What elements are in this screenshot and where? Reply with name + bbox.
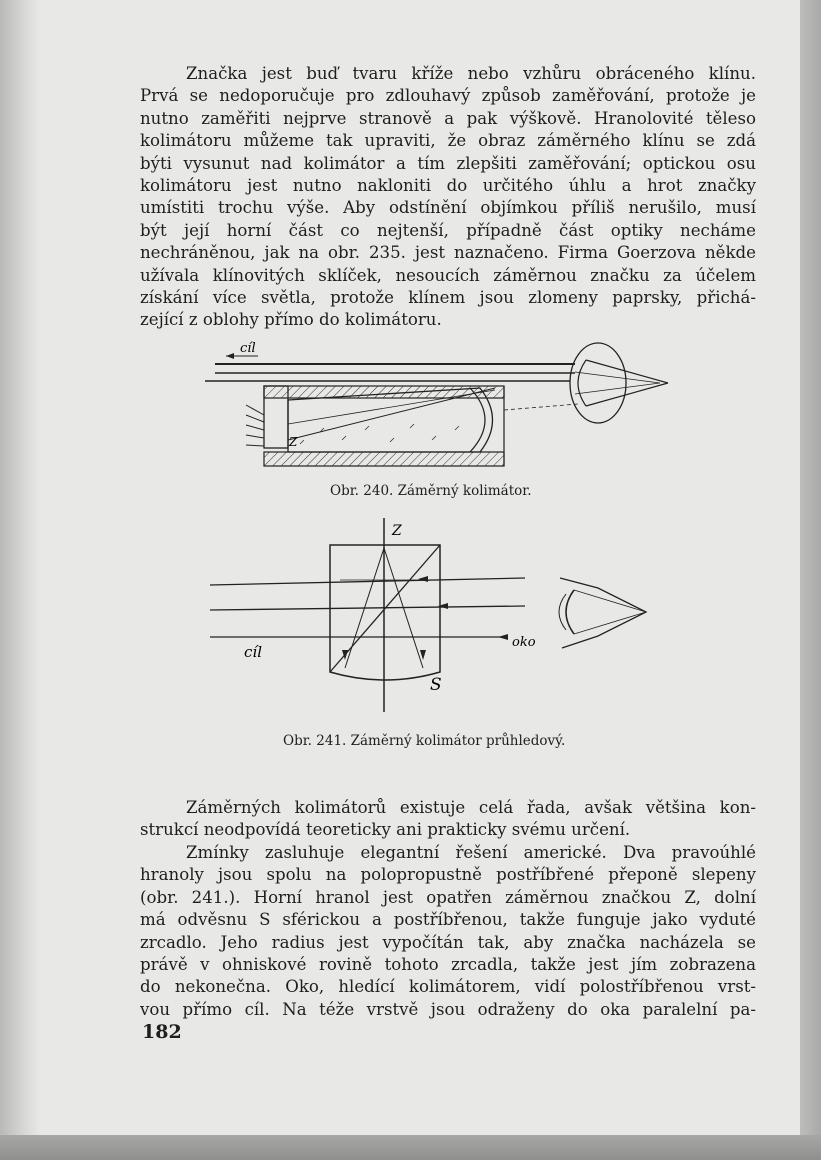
text-line: právě v ohniskové rovině tohoto zrcadla, takže jest jím zobrazena	[140, 955, 756, 975]
page-edge-bottom	[0, 1135, 821, 1160]
fig241-eye-icon	[559, 578, 646, 648]
text-line: nechráněnou, jak na obr. 235. jest naznačeno. Firma Goerzova někde	[140, 243, 756, 263]
fig241-label-z: Z	[392, 523, 402, 539]
text-line: nutno zaměřiti nejprve stranově a pak výškově. Hranolovité těleso	[140, 108, 756, 128]
text-line: umístiti trochu výše. Aby odstínění objímkou příliš nerušilo, musí	[140, 198, 756, 218]
text-line: vou přímo cíl. Na téže vrstvě jsou odraženy do oka paralelní pa-	[140, 999, 756, 1019]
text-line: zející z oblohy přímo do kolimátoru.	[140, 310, 442, 330]
text-line: býti vysunut nad kolimátor a tím zlepšiti zaměřování; optickou osu	[140, 153, 756, 173]
text-line: užívala klínovitých sklíček, nesoucích záměrnou značku za účelem	[140, 265, 756, 285]
fig241-label-cil: cíl	[244, 643, 262, 661]
fig240-label-cil: cíl	[240, 341, 256, 356]
text-line: strukcí neodpovídá teoreticky ani prakticky svému určení.	[140, 820, 631, 840]
text-line: Zmínky zasluhuje elegantní řešení americké. Dva pravoúhlé	[186, 843, 756, 862]
paragraph-3	[140, 842, 756, 1021]
text-line: má odvěsnu S sférickou a postříbřenou, takže funguje jako vyduté	[140, 910, 756, 930]
fig241-label-oko: oko	[512, 635, 536, 650]
fig241-arrow-icons	[342, 576, 508, 660]
fig240-label-z: Z	[289, 435, 298, 449]
text-line: být její horní část co nejtenší, případně část optiky necháme	[140, 220, 756, 240]
text-line: kolimátoru jest nutno nakloniti do určitého úhlu a hrot značky	[140, 176, 756, 196]
page-number: 182	[142, 1021, 182, 1043]
text-line: do nekonečna. Oko, hledící kolimátorem, vidí polostříbřenou vrst-	[140, 977, 756, 997]
text-line: Záměrných kolimátorů existuje celá řada, avšak většina kon-	[186, 798, 756, 817]
text-line: (obr. 241.). Horní hranol jest opatřen záměrnou značkou Z, dolní	[140, 887, 756, 907]
fig241-prism-body	[330, 545, 440, 680]
text-line: získání více světla, protože klínem jsou zlomeny paprsky, přichá-	[140, 288, 756, 308]
fig241-label-s: S	[430, 675, 442, 695]
figure-241-caption: Obr. 241. Záměrný kolimátor průhledový.	[283, 733, 566, 749]
paragraph-2	[140, 797, 756, 842]
text-line: hranoly jsou spolu na polopropustně postříbřené přeponě slepeny	[140, 865, 756, 885]
text-line: zrcadlo. Jeho radius jest vypočítán tak, aby značka nacházela se	[140, 932, 756, 952]
text-line: Značka jest buď tvaru kříže nebo vzhůru obráceného klínu.	[186, 64, 756, 83]
figure-240-caption: Obr. 240. Záměrný kolimátor.	[330, 483, 532, 499]
text-line: Prvá se nedoporučuje pro zdlouhavý způsob zaměřování, protože je	[140, 86, 756, 106]
text-line: kolimátoru můžeme tak upraviti, že obraz záměrného klínu se zdá	[140, 131, 756, 151]
